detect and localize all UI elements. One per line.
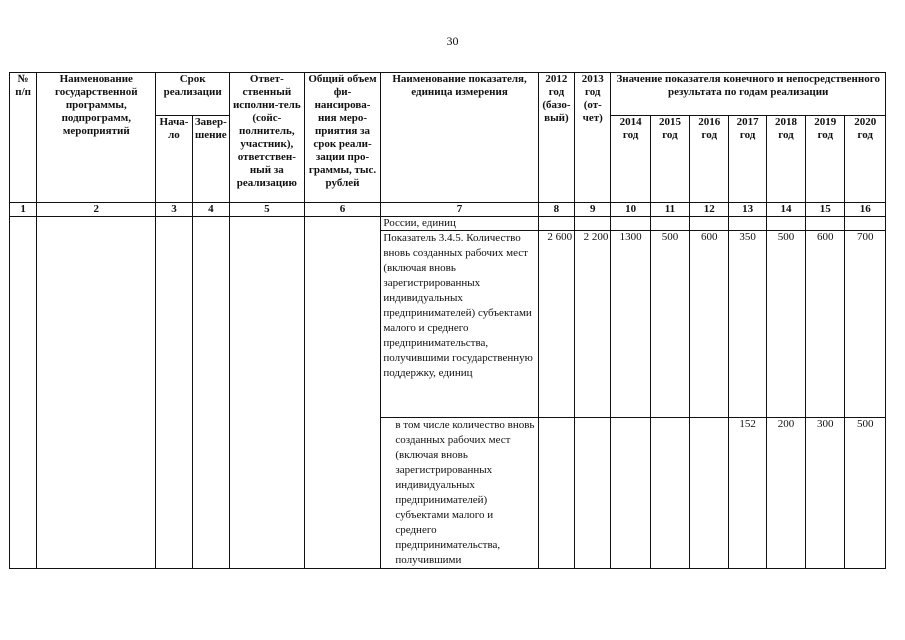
value-2015: 500 <box>650 231 689 418</box>
header-responsible: Ответ-ственный исполни-тель (сойс-полнитель, участник), ответствен-ный за реализацию <box>229 73 304 203</box>
header-indicator: Наименование показателя, единица измерения <box>381 73 538 203</box>
indicators-table <box>9 72 886 569</box>
cell-empty <box>37 217 156 569</box>
column-number: 8 <box>538 203 574 217</box>
header-year-2016: 2016 год <box>690 116 729 203</box>
indicator-cell: Показатель 3.4.5. Количество вновь созданных рабочих мест (включая вновь зарегистрированных индивидуальных предпринимателей) субъектами малого и среднего предпринимательства, получившими государственную поддержку, единиц <box>381 231 538 418</box>
cell-empty <box>229 217 304 569</box>
value-2017: 152 <box>729 418 766 569</box>
column-number: 16 <box>845 203 886 217</box>
header-2012: 2012 год (базо-вый) <box>538 73 574 203</box>
header-year-2014: 2014 год <box>611 116 650 203</box>
header-year-2019: 2019 год <box>806 116 845 203</box>
value-2019: 300 <box>806 418 845 569</box>
column-number: 15 <box>806 203 845 217</box>
page-number: 30 <box>446 34 459 48</box>
value-2013 <box>575 418 611 569</box>
header-year-2015: 2015 год <box>650 116 689 203</box>
column-number: 13 <box>729 203 766 217</box>
value-2020: 500 <box>845 418 886 569</box>
header-values-group: Значение показателя конечного и непосредственного результата по годам реализации <box>611 73 886 116</box>
value-2018 <box>766 217 805 231</box>
column-number: 10 <box>611 203 650 217</box>
value-2020 <box>845 217 886 231</box>
column-number: 11 <box>650 203 689 217</box>
indicator-cell: России, единиц <box>381 217 538 231</box>
cell-empty <box>156 217 192 569</box>
value-2014 <box>611 217 650 231</box>
value-2016 <box>690 418 729 569</box>
value-2012 <box>538 217 574 231</box>
cell-empty <box>10 217 37 569</box>
header-end: Завер-шение <box>192 116 229 203</box>
value-2013 <box>575 217 611 231</box>
value-2019: 600 <box>806 231 845 418</box>
indicator-text: в том числе количество вновь созданных рабочих мест (включая вновь зарегистрированных индивидуальных предпринимателей) субъектами малого и среднего предпринимательства, получившими <box>395 419 535 566</box>
value-2012: 2 600 <box>538 231 574 418</box>
value-2017 <box>729 217 766 231</box>
header-2013: 2013 год (от-чет) <box>575 73 611 203</box>
header-year-2017: 2017 год <box>729 116 766 203</box>
column-number: 12 <box>690 203 729 217</box>
column-number: 7 <box>381 203 538 217</box>
column-number: 4 <box>192 203 229 217</box>
value-2015 <box>650 217 689 231</box>
value-2017: 350 <box>729 231 766 418</box>
header-number: № п/п <box>10 73 37 203</box>
column-number: 3 <box>156 203 192 217</box>
value-2014: 1300 <box>611 231 650 418</box>
value-2020: 700 <box>845 231 886 418</box>
column-number: 6 <box>304 203 381 217</box>
table-row <box>10 217 886 231</box>
column-number: 5 <box>229 203 304 217</box>
column-number: 9 <box>575 203 611 217</box>
header-term: Срок реализации <box>156 73 230 116</box>
value-2016 <box>690 217 729 231</box>
value-2016: 600 <box>690 231 729 418</box>
column-number: 14 <box>766 203 805 217</box>
header-year-2020: 2020 год <box>845 116 886 203</box>
header-funding: Общий объем фи-нансирова-ния меро-приятия за срок реали-зации про-граммы, тыс. рублей <box>304 73 381 203</box>
value-2015 <box>650 418 689 569</box>
value-2018: 500 <box>766 231 805 418</box>
value-2013: 2 200 <box>575 231 611 418</box>
indicator-cell <box>381 418 538 569</box>
column-number: 2 <box>37 203 156 217</box>
header-program-name: Наименование государственной программы, подпрограмм, мероприятий <box>37 73 156 203</box>
header-start: Нача-ло <box>156 116 192 203</box>
value-2012 <box>538 418 574 569</box>
header-year-2018: 2018 год <box>766 116 805 203</box>
cell-empty <box>304 217 381 569</box>
value-2014 <box>611 418 650 569</box>
value-2019 <box>806 217 845 231</box>
value-2018: 200 <box>766 418 805 569</box>
cell-empty <box>192 217 229 569</box>
column-number: 1 <box>10 203 37 217</box>
